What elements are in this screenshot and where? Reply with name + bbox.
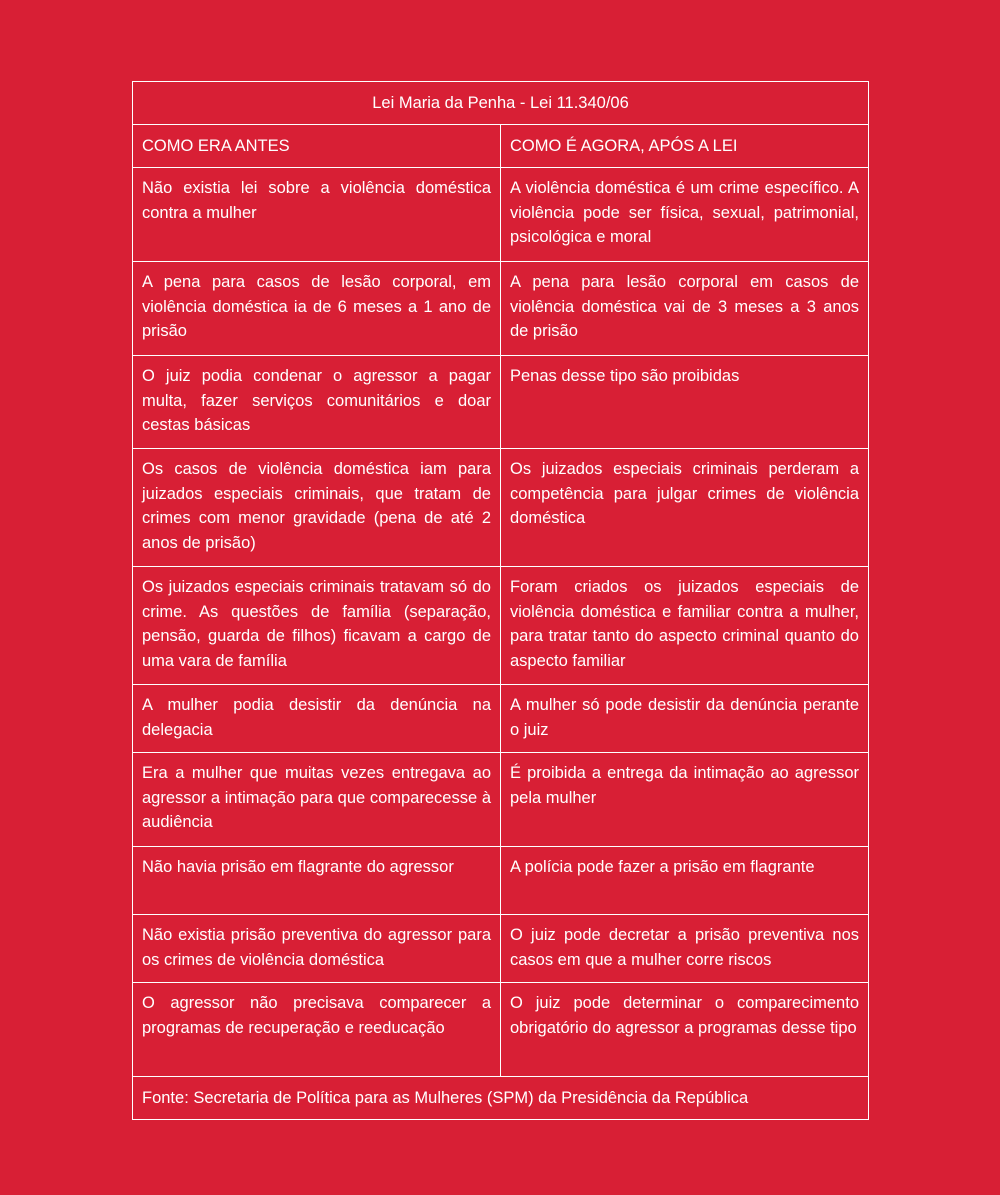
table-row [133,983,869,1077]
cell-before: O juiz podia condenar o agressor a pagar multa, fazer serviços comunitários e doar cestas básicas [133,356,501,449]
table-row [133,449,869,567]
source-note: Fonte: Secretaria de Política para as Mulheres (SPM) da Presidência da República [133,1077,869,1120]
cell-after: A pena para lesão corporal em casos de violência doméstica vai de 3 meses a 3 anos de prisão [501,262,869,356]
cell-after: Foram criados os juizados especiais de violência doméstica e familiar contra a mulher, para tratar tanto do aspecto criminal quanto do aspecto familiar [501,567,869,685]
cell-after: A violência doméstica é um crime específico. A violência pode ser física, sexual, patrimonial, psicológica e moral [501,168,869,262]
table-row [133,753,869,847]
header-after: COMO É AGORA, APÓS A LEI [501,125,869,168]
table-row [133,567,869,685]
cell-after: A polícia pode fazer a prisão em flagrante [501,847,869,915]
cell-before: Não existia lei sobre a violência doméstica contra a mulher [133,168,501,262]
title-row [133,82,869,125]
cell-after: Penas desse tipo são proibidas [501,356,869,449]
cell-before: Os juizados especiais criminais tratavam só do crime. As questões de família (separação, pensão, guarda de filhos) ficavam a cargo de uma vara de família [133,567,501,685]
cell-after: O juiz pode decretar a prisão preventiva nos casos em que a mulher corre riscos [501,915,869,983]
cell-after: O juiz pode determinar o comparecimento obrigatório do agressor a programas desse tipo [501,983,869,1077]
table-row [133,168,869,262]
cell-after: Os juizados especiais criminais perderam a competência para julgar crimes de violência doméstica [501,449,869,567]
cell-before: A mulher podia desistir da denúncia na delegacia [133,685,501,753]
table-row [133,915,869,983]
cell-after: A mulher só pode desistir da denúncia perante o juiz [501,685,869,753]
comparison-table [132,81,869,1120]
cell-before: Não existia prisão preventiva do agressor para os crimes de violência doméstica [133,915,501,983]
header-before: COMO ERA ANTES [133,125,501,168]
header-row [133,125,869,168]
table-title: Lei Maria da Penha - Lei 11.340/06 [133,82,869,125]
comparison-table-container [132,81,869,1120]
table-row [133,685,869,753]
cell-before: Os casos de violência doméstica iam para juizados especiais criminais, que tratam de crimes com menor gravidade (pena de até 2 anos de prisão) [133,449,501,567]
table-row [133,847,869,915]
table-row [133,262,869,356]
cell-before: Era a mulher que muitas vezes entregava ao agressor a intimação para que comparecesse à audiência [133,753,501,847]
cell-before: O agressor não precisava comparecer a programas de recuperação e reeducação [133,983,501,1077]
table-row [133,356,869,449]
cell-before: Não havia prisão em flagrante do agressor [133,847,501,915]
cell-before: A pena para casos de lesão corporal, em violência doméstica ia de 6 meses a 1 ano de prisão [133,262,501,356]
source-row [133,1077,869,1120]
cell-after: É proibida a entrega da intimação ao agressor pela mulher [501,753,869,847]
